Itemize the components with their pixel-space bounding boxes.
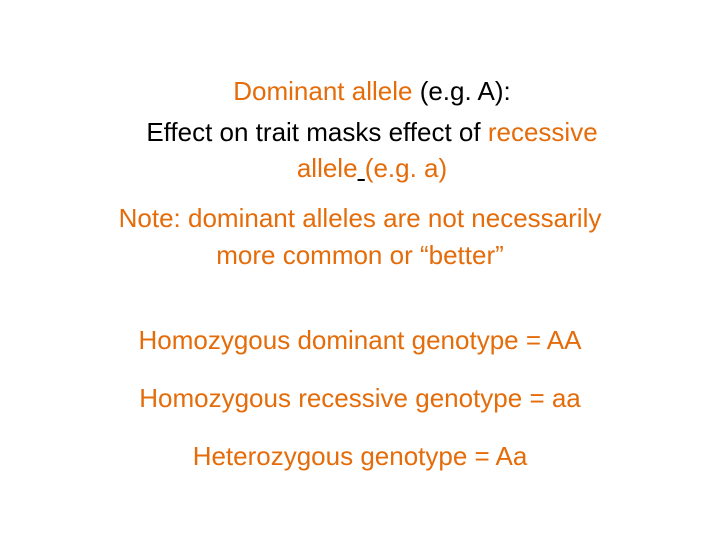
note-line-1: Note: dominant alleles are not necessarily (118, 203, 602, 233)
dominant-allele-term: Dominant allele (233, 76, 413, 106)
genotype-heterozygous: Heterozygous genotype = Aa (192, 441, 528, 471)
definition-line-1 (12, 76, 720, 107)
allele-gap (358, 153, 365, 183)
recessive-allele-example: (e.g. a) (364, 153, 448, 183)
allele-term: allele (296, 153, 358, 183)
genotype-homozygous-recessive: Homozygous recessive genotype = aa (139, 383, 581, 413)
definition-line-2 (12, 117, 720, 148)
note-line-2: more common or “better” (216, 240, 504, 270)
genotype-homozygous-dominant: Homozygous dominant genotype = AA (138, 325, 582, 355)
dominant-allele-example: (e.g. A): (412, 76, 511, 106)
recessive-term: recessive (487, 117, 598, 147)
definition-text: Effect on trait masks effect of (146, 117, 488, 147)
definition-line-3 (12, 153, 720, 184)
